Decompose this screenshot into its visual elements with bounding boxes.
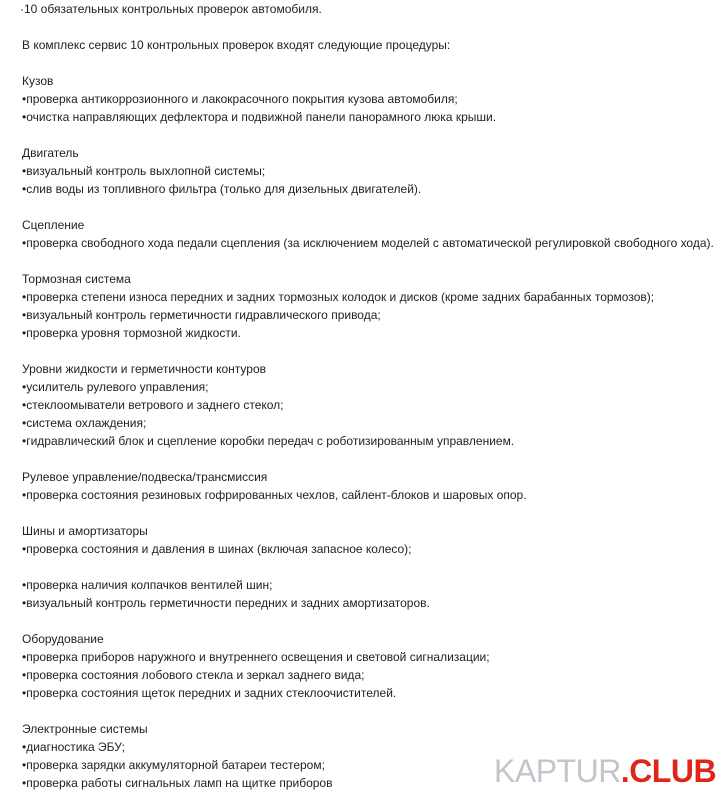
list-item: •стеклоомыватели ветрового и заднего стекол; [22, 398, 284, 412]
watermark-brand: KAPTUR [494, 753, 621, 789]
list-item: •проверка степени износа передних и задних тормозных колодок и дисков (кроме задних барабанных тормозов); [22, 290, 655, 304]
watermark-logo [494, 752, 716, 790]
list-item: •проверка антикоррозионного и лакокрасочного покрытия кузова автомобиля; [22, 92, 458, 106]
section-heading-brakes: Тормозная система [22, 272, 131, 286]
section-heading-steering: Рулевое управление/подвеска/трансмиссия [22, 470, 268, 484]
list-item: •визуальный контроль выхлопной системы; [22, 164, 266, 178]
list-item: •визуальный контроль герметичности передних и задних амортизаторов. [22, 596, 430, 610]
section-heading-fluids: Уровни жидкости и герметичности контуров [22, 362, 267, 376]
list-item: •проверка уровня тормозной жидкости. [22, 326, 241, 340]
list-item: •гидравлический блок и сцепление коробки передач с роботизированным управлением. [22, 434, 515, 448]
list-item: •очистка направляющих дефлектора и подвижной панели панорамного люка крыши. [22, 110, 497, 124]
section-heading-engine: Двигатель [22, 146, 79, 160]
list-item: •проверка состояния щеток передних и задних стеклоочистителей. [22, 686, 397, 700]
list-item: •проверка состояния и давления в шинах (включая запасное колесо); [22, 542, 412, 556]
watermark-suffix: CLUB [629, 753, 717, 789]
list-item: •проверка свободного хода педали сцепления (за исключением моделей с автоматической регулировкой свободного хода). [22, 236, 714, 250]
section-heading-electronics: Электронные системы [22, 722, 148, 736]
section-heading-equipment: Оборудование [22, 632, 104, 646]
list-item: •визуальный контроль герметичности гидравлического привода; [22, 308, 381, 322]
section-heading-tires: Шины и амортизаторы [22, 524, 148, 538]
list-item: •диагностика ЭБУ; [22, 740, 125, 754]
list-item: •система охлаждения; [22, 416, 147, 430]
list-item: •проверка наличия колпачков вентилей шин; [22, 578, 273, 592]
list-item: •слив воды из топливного фильтра (только для дизельных двигателей). [22, 182, 422, 196]
list-item: •проверка работы сигнальных ламп на щитке приборов [22, 776, 333, 790]
list-item: •проверка приборов наружного и внутреннего освещения и световой сигнализации; [22, 650, 490, 664]
list-item: •усилитель рулевого управления; [22, 380, 209, 394]
section-heading-clutch: Сцепление [22, 218, 85, 232]
intro-line: ·10 обязательных контрольных проверок автомобиля. [20, 2, 322, 16]
watermark-dot: . [620, 753, 630, 789]
intro-paragraph: В комплекс сервис 10 контрольных проверок входят следующие процедуры: [22, 38, 451, 52]
list-item: •проверка зарядки аккумуляторной батареи тестером; [22, 758, 325, 772]
list-item: •проверка состояния резиновых гофрированных чехлов, сайлент-блоков и шаровых опор. [22, 488, 527, 502]
list-item: •проверка состояния лобового стекла и зеркал заднего вида; [22, 668, 365, 682]
section-heading-body: Кузов [22, 74, 54, 88]
